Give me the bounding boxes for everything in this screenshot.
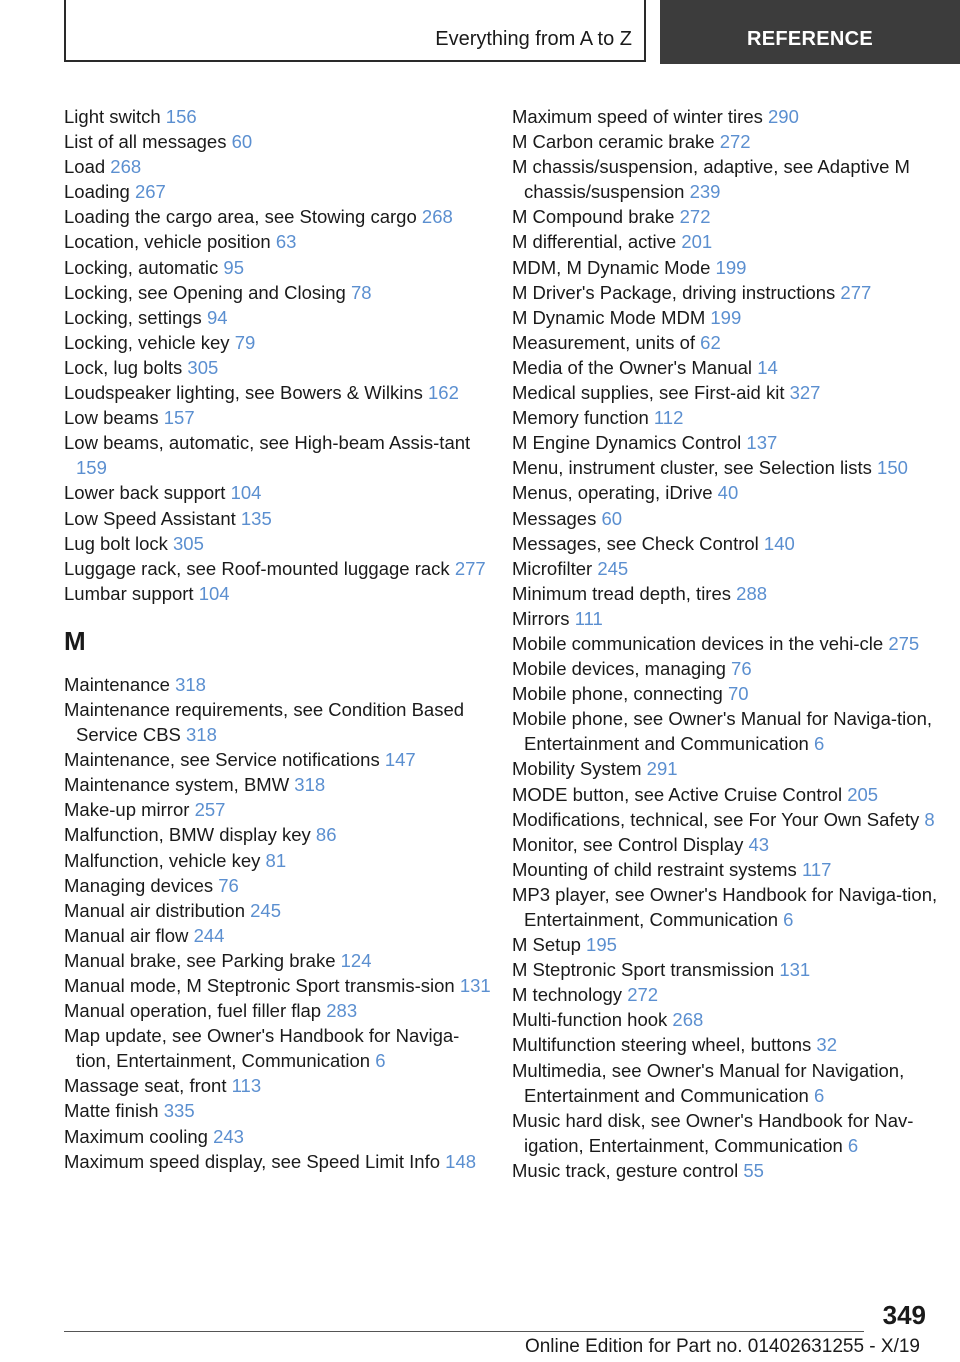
page-link[interactable]: 104 — [198, 582, 230, 604]
index-term: Low beams, automatic, see High-beam Assis-tant — [64, 432, 471, 454]
index-term: Lock, lug bolts — [64, 356, 183, 378]
page-link[interactable]: 104 — [230, 482, 262, 504]
index-term: Medical supplies, see First-aid kit — [512, 382, 785, 404]
index-term: Minimum tread depth, tires — [512, 582, 732, 604]
index-term: Multimedia, see Owner's Manual for Navigation, Entertainment and Communication — [512, 1059, 905, 1106]
index-entry — [512, 706, 942, 756]
index-entry — [64, 1124, 494, 1149]
index-entry — [512, 380, 942, 405]
page-link[interactable]: 135 — [240, 507, 272, 529]
index-entry — [64, 506, 494, 531]
index-entry — [512, 154, 942, 204]
index-term: Maximum cooling — [64, 1125, 208, 1147]
page-link[interactable]: 244 — [193, 924, 225, 946]
index-term: Low beams — [64, 407, 159, 429]
index-entry — [512, 355, 942, 380]
index-entry — [512, 681, 942, 706]
section-letter-m: M — [64, 625, 86, 656]
index-entry — [512, 430, 942, 455]
page-number: 349 — [882, 1300, 926, 1330]
page-link[interactable]: 140 — [763, 532, 795, 554]
index-entry — [64, 923, 494, 948]
index-entry — [512, 807, 942, 832]
index-term: M Engine Dynamics Control — [512, 432, 742, 454]
page-link[interactable]: 112 — [653, 407, 684, 429]
index-entry — [64, 873, 494, 898]
page-link[interactable]: 6 — [783, 909, 794, 930]
index-term: Multi-function hook — [512, 1009, 668, 1031]
index-entry — [64, 697, 494, 747]
index-column-right — [512, 104, 942, 1183]
index-entry — [64, 531, 494, 556]
index-column-left — [64, 104, 494, 1174]
page-link[interactable]: 95 — [223, 256, 244, 278]
index-entry — [64, 898, 494, 923]
page-link[interactable]: 205 — [847, 783, 879, 805]
page-link[interactable]: 239 — [689, 181, 721, 203]
page-link[interactable]: 79 — [234, 331, 256, 353]
index-term: M differential, active — [512, 231, 677, 253]
index-term: Maximum speed of winter tires — [512, 106, 763, 127]
index-term: Memory function — [512, 407, 649, 429]
page-link[interactable]: 245 — [597, 557, 629, 579]
index-entry — [512, 782, 942, 807]
page-link[interactable]: 113 — [231, 1075, 262, 1097]
index-entry — [64, 405, 494, 430]
page-link[interactable]: 275 — [888, 632, 920, 654]
page-link[interactable]: 305 — [173, 532, 204, 554]
index-entry — [512, 330, 942, 355]
index-term: Light switch — [64, 106, 161, 127]
page-link[interactable]: 318 — [175, 673, 206, 695]
index-entry — [64, 154, 494, 179]
page-link[interactable]: 6 — [847, 1134, 859, 1156]
page-link[interactable]: 94 — [206, 306, 228, 328]
page-link[interactable]: 199 — [710, 306, 742, 328]
index-term: M chassis/suspension, adaptive, see Adaptive M chassis/suspension — [512, 156, 910, 203]
index-term: Loading the cargo area, see Stowing cargo — [64, 206, 417, 228]
page-link[interactable]: 162 — [428, 382, 459, 404]
index-term: Manual operation, fuel filler flap — [64, 1000, 322, 1022]
index-entry — [512, 957, 942, 982]
index-term: Modifications, technical, see For Your Own Safety — [512, 808, 920, 830]
page-link[interactable]: 81 — [265, 849, 287, 871]
index-term: M Compound brake — [512, 206, 675, 228]
index-entry — [512, 204, 942, 229]
index-entry — [512, 280, 942, 305]
page-link[interactable]: 291 — [646, 758, 678, 780]
index-term: M Steptronic Sport transmission — [512, 959, 775, 981]
index-term: MDM, M Dynamic Mode — [512, 256, 711, 278]
index-entry — [64, 430, 494, 480]
page-link[interactable]: 245 — [250, 899, 281, 921]
page-link[interactable]: 288 — [736, 582, 768, 604]
index-entry — [512, 556, 942, 581]
page-link[interactable]: 268 — [110, 156, 142, 178]
index-entry — [64, 255, 494, 280]
index-entry — [512, 932, 942, 957]
index-entry — [64, 747, 494, 772]
page-link[interactable]: 268 — [672, 1009, 704, 1031]
index-entry — [512, 129, 942, 154]
page-link[interactable]: 8 — [924, 808, 935, 830]
index-entry — [64, 672, 494, 697]
index-term: Menu, instrument cluster, see Selection lists — [512, 457, 872, 479]
page-link[interactable]: 148 — [445, 1150, 477, 1172]
page-link[interactable]: 195 — [586, 934, 617, 956]
index-entry — [64, 1023, 494, 1073]
index-entry — [64, 480, 494, 505]
index-term: M Setup — [512, 934, 581, 956]
page-link[interactable]: 6 — [814, 733, 825, 755]
index-term: MP3 player, see Owner's Handbook for Naviga-tion, Entertainment, Communication — [512, 883, 938, 930]
index-term: Lumbar support — [64, 582, 194, 604]
index-term: Manual air flow — [64, 924, 189, 946]
index-entry — [64, 305, 494, 330]
index-term: Menus, operating, iDrive — [512, 482, 713, 504]
index-term: Loading — [64, 181, 130, 203]
index-term: Malfunction, BMW display key — [64, 824, 311, 846]
index-term: Maintenance — [64, 673, 170, 695]
page-link[interactable]: 137 — [746, 432, 778, 454]
index-term: Mobile devices, managing — [512, 658, 726, 680]
page-link[interactable]: 131 — [779, 959, 811, 981]
page-link[interactable]: 76 — [218, 874, 239, 896]
index-term: Mobile communication devices in the vehi-cle — [512, 632, 884, 654]
index-entry — [512, 305, 942, 330]
index-term: Messages — [512, 507, 597, 529]
page-link[interactable]: 62 — [700, 331, 721, 353]
page-link[interactable]: 86 — [315, 824, 337, 846]
index-entry — [512, 506, 942, 531]
index-term: Mobile phone, see Owner's Manual for Naviga-tion, Entertainment and Communication — [512, 708, 932, 755]
page-link[interactable]: 6 — [375, 1050, 386, 1072]
page-link[interactable]: 267 — [134, 181, 166, 203]
page-link[interactable]: 147 — [384, 749, 416, 771]
index-term: Measurement, units of — [512, 331, 696, 353]
index-list-m-right — [512, 104, 942, 1183]
index-entry — [512, 756, 942, 781]
index-entry — [512, 581, 942, 606]
index-entry — [64, 104, 494, 129]
index-entry — [64, 280, 494, 305]
index-term: Maintenance requirements, see Condition Based Service CBS — [64, 698, 465, 746]
page-link[interactable]: 272 — [679, 206, 711, 228]
index-entry — [512, 832, 942, 857]
index-term: Matte finish — [64, 1100, 159, 1122]
page-link[interactable]: 14 — [757, 356, 778, 378]
index-entry — [512, 631, 942, 656]
index-entry — [64, 1073, 494, 1098]
index-term: Mirrors — [512, 607, 570, 629]
index-term: Monitor, see Control Display — [512, 833, 744, 855]
index-term: Mounting of child restraint systems — [512, 858, 797, 880]
page-link[interactable]: 60 — [231, 131, 253, 153]
page-link[interactable]: 277 — [454, 557, 486, 579]
page-link[interactable]: 335 — [163, 1100, 195, 1122]
index-entry — [64, 556, 494, 581]
index-term: Map update, see Owner's Handbook for Naviga-tion, Entertainment, Communication — [64, 1025, 460, 1072]
page-link[interactable]: 156 — [165, 106, 197, 127]
index-entry — [512, 882, 942, 932]
index-entry — [64, 948, 494, 973]
index-term: Locking, automatic — [64, 256, 219, 278]
page-link[interactable]: 124 — [340, 949, 372, 971]
index-term: Managing devices — [64, 874, 214, 896]
index-term: Messages, see Check Control — [512, 532, 759, 554]
index-term: Locking, vehicle key — [64, 331, 230, 353]
page-link[interactable]: 318 — [294, 774, 326, 796]
index-entry — [64, 973, 494, 998]
page-link[interactable]: 272 — [719, 131, 751, 153]
index-term: Manual mode, M Steptronic Sport transmis-sion — [64, 975, 455, 996]
index-term: Luggage rack, see Roof-mounted luggage rack — [64, 557, 450, 579]
page-link[interactable]: 117 — [801, 858, 832, 880]
index-entry — [64, 1098, 494, 1123]
index-term: Maintenance, see Service notifications — [64, 749, 380, 771]
index-entry — [64, 822, 494, 847]
chapter-tab[interactable] — [660, 0, 960, 64]
page-link[interactable]: 305 — [187, 356, 219, 378]
index-term: Music track, gesture control — [512, 1159, 739, 1181]
page-link[interactable]: 76 — [731, 658, 752, 680]
page-link[interactable]: 257 — [194, 799, 226, 821]
index-term: Load — [64, 156, 106, 178]
index-entry — [64, 129, 494, 154]
index-entry — [512, 480, 942, 505]
index-term: Manual air distribution — [64, 899, 245, 921]
index-term: Locking, settings — [64, 306, 202, 328]
section-title: Everything from A to Z — [435, 28, 632, 50]
page-link[interactable]: 157 — [163, 407, 195, 429]
page-link[interactable]: 199 — [715, 256, 747, 278]
index-term: M Carbon ceramic brake — [512, 131, 715, 153]
index-entry — [64, 229, 494, 254]
index-term: Location, vehicle position — [64, 231, 271, 253]
page-link[interactable]: 55 — [743, 1159, 764, 1181]
page-link[interactable]: 327 — [789, 382, 821, 404]
index-entry — [512, 1032, 942, 1057]
index-term: Low Speed Assistant — [64, 507, 236, 529]
page-link[interactable]: 111 — [574, 607, 603, 629]
index-entry — [64, 998, 494, 1023]
page-link[interactable]: 290 — [768, 106, 799, 127]
index-entry — [512, 104, 942, 129]
page-link[interactable]: 318 — [186, 724, 217, 746]
index-term: Maintenance system, BMW — [64, 774, 290, 796]
index-entry — [64, 380, 494, 405]
index-entry — [64, 355, 494, 380]
index-entry — [512, 455, 942, 480]
index-term: Loudspeaker lighting, see Bowers & Wilkins — [64, 382, 423, 404]
index-term: M Dynamic Mode MDM — [512, 306, 706, 328]
index-entry — [64, 848, 494, 873]
section-title-box — [64, 0, 646, 62]
index-entry — [512, 531, 942, 556]
index-term: Multifunction steering wheel, buttons — [512, 1034, 812, 1056]
index-term: Malfunction, vehicle key — [64, 849, 261, 871]
page-link[interactable]: 272 — [627, 984, 659, 1006]
page-header — [0, 0, 960, 66]
index-term: M technology — [512, 984, 623, 1006]
index-term: List of all messages — [64, 131, 227, 153]
index-term: Locking, see Opening and Closing — [64, 281, 346, 303]
index-entry — [512, 229, 942, 254]
index-entry — [64, 581, 494, 606]
index-term: Make-up mirror — [64, 799, 190, 821]
page-link[interactable]: 283 — [326, 1000, 358, 1022]
index-term: Media of the Owner's Manual — [512, 356, 753, 378]
index-entry — [64, 179, 494, 204]
page-link[interactable]: 150 — [877, 457, 908, 479]
index-term: Mobility System — [512, 758, 642, 780]
index-term: Mobile phone, connecting — [512, 683, 723, 705]
index-term: Massage seat, front — [64, 1075, 227, 1097]
page-link[interactable]: 63 — [275, 231, 297, 253]
page-link[interactable]: 131 — [459, 975, 491, 996]
edition-info: Online Edition for Part no. 01402631255 - X/19 — [524, 1336, 920, 1357]
index-entry — [512, 255, 942, 280]
page-link[interactable]: 43 — [748, 833, 770, 855]
index-term: Maximum speed display, see Speed Limit Info — [64, 1150, 441, 1172]
index-term: Manual brake, see Parking brake — [64, 949, 336, 971]
page-link[interactable]: 60 — [601, 507, 623, 529]
page-link[interactable]: 40 — [717, 482, 739, 504]
index-term: MODE button, see Active Cruise Control — [512, 783, 843, 805]
index-entry — [64, 797, 494, 822]
index-entry — [512, 982, 942, 1007]
index-term: Music hard disk, see Owner's Handbook for Nav-igation, Entertainment, Communication — [512, 1109, 914, 1156]
page-link[interactable]: 277 — [840, 281, 872, 303]
index-term: Microfilter — [512, 557, 593, 579]
page-link[interactable]: 243 — [213, 1125, 244, 1147]
index-entry — [512, 405, 942, 430]
page-link[interactable]: 268 — [421, 206, 453, 228]
index-entry — [512, 606, 942, 631]
index-entry — [64, 204, 494, 229]
index-entry — [512, 857, 942, 882]
index-entry — [512, 1058, 942, 1108]
index-entry — [512, 1007, 942, 1032]
page-link[interactable]: 6 — [814, 1084, 825, 1106]
footer-divider — [64, 1331, 864, 1332]
index-term: M Driver's Package, driving instructions — [512, 281, 836, 303]
index-term: Lower back support — [64, 482, 226, 504]
page-link[interactable]: 32 — [816, 1034, 837, 1056]
index-entry — [512, 1108, 942, 1158]
index-list-l — [64, 104, 494, 606]
index-entry — [64, 1149, 494, 1174]
index-list-m-left — [64, 672, 494, 1174]
page-link[interactable]: 159 — [76, 457, 107, 479]
index-term: Lug bolt lock — [64, 532, 168, 554]
index-entry — [64, 330, 494, 355]
index-entry — [512, 1158, 942, 1183]
page-link[interactable]: 70 — [728, 683, 749, 705]
index-entry — [512, 656, 942, 681]
page-link[interactable]: 78 — [350, 281, 372, 303]
page-link[interactable]: 201 — [681, 231, 713, 253]
chapter-tab-label: REFERENCE — [746, 28, 874, 50]
index-entry — [64, 772, 494, 797]
